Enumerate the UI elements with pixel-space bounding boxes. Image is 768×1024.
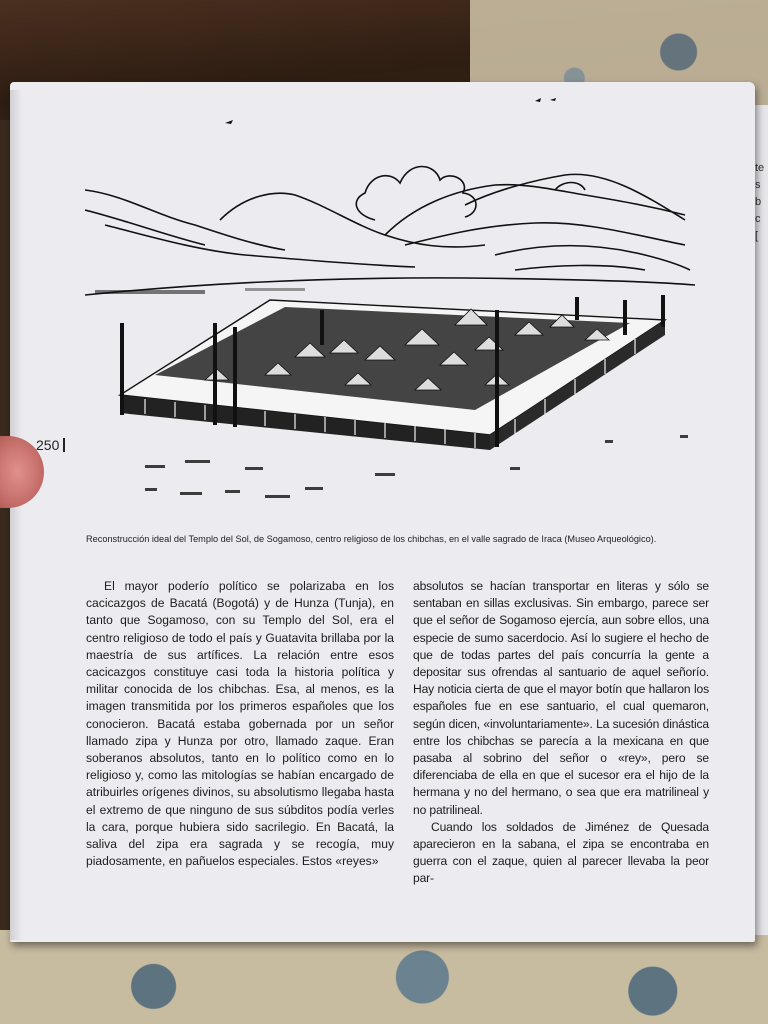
patterned-cloth-background-bottom: [0, 930, 768, 1024]
facing-fragment: b: [755, 196, 762, 208]
figure-caption: Reconstrucción ideal del Templo del Sol, de Sogamoso, centro religioso de los chibchas, en el valle sagrado de Iraca (Museo Arqueológico).: [86, 534, 657, 544]
page-number: 250: [36, 438, 65, 452]
facing-fragment: c: [755, 213, 761, 225]
paragraph: Cuando los soldados de Jiménez de Quesada aparecieron en la sabana, el zipa se encontraba en guerra con el zaque, quien al parecer llevaba la peor par-: [413, 819, 709, 886]
temple-illustration: [85, 95, 700, 515]
facing-fragment: te: [755, 162, 765, 174]
facing-page-text: [755, 160, 768, 245]
page-gutter-edge: [10, 90, 22, 940]
paragraph: absolutos se hacían transportar en literas y sólo se sentaban en sillas exclusivas. Sin embargo, parece ser que el señor de Sogamoso ejercía, aun sobre ellos, una especie de sumo sacerdocio. Así lo sugiere el hecho de que de todas partes del país concurría la gente a depositar sus ofrendas al santuario de aquel señorío. Hay noticia cierta de que el mayor botín que hallaron los españoles fue en ese santuario, el cual quemaron, según dicen, «involuntariamente». La sucesión dinástica entre los chibchas se parecía a la mexicana en que pasaba al sobrino del señor o «rey», pero se diferenciaba de ella en que el sucesor era el hijo de la hermana y no del hermano, o sea que era matrilineal y no patrilineal.: [413, 579, 709, 817]
right-column: [413, 578, 709, 888]
paragraph: El mayor poderío político se polarizaba en los cacicazgos de Bacatá (Bogotá) y de Hunza (Tunja), en tanto que Sogamoso, con su Templo del Sol, era el centro religioso de todo el país y Guatavita brillaba por la maestría de sus artífices. La relación entre esos cacicazgos constituye casi toda la historia política y militar conocida de los chibchas. Esa, al menos, es la imagen transmitida por los primeros españoles que los conocieron. Bacatá estaba gobernada por un señor llamado zipa y Hunza por otro, llamado zaque. Eran soberanos absolutos, tanto en lo político como en lo religioso y, como las mitologías se habían encargado de atribuirles orígenes divinos, su absolutismo llegaba hasta el extremo de que ninguno de sus súbditos podía verles la cara, porque hubiera sido sacrilegio. En Bacatá, la saliva del zipa era sagrada y se recogía, muy piadosamente, en pañuelos especiales. Estos «reyes»: [86, 579, 394, 869]
facing-fragment: s: [755, 179, 761, 191]
left-column: [86, 578, 394, 870]
facing-fragment: [: [755, 230, 759, 242]
